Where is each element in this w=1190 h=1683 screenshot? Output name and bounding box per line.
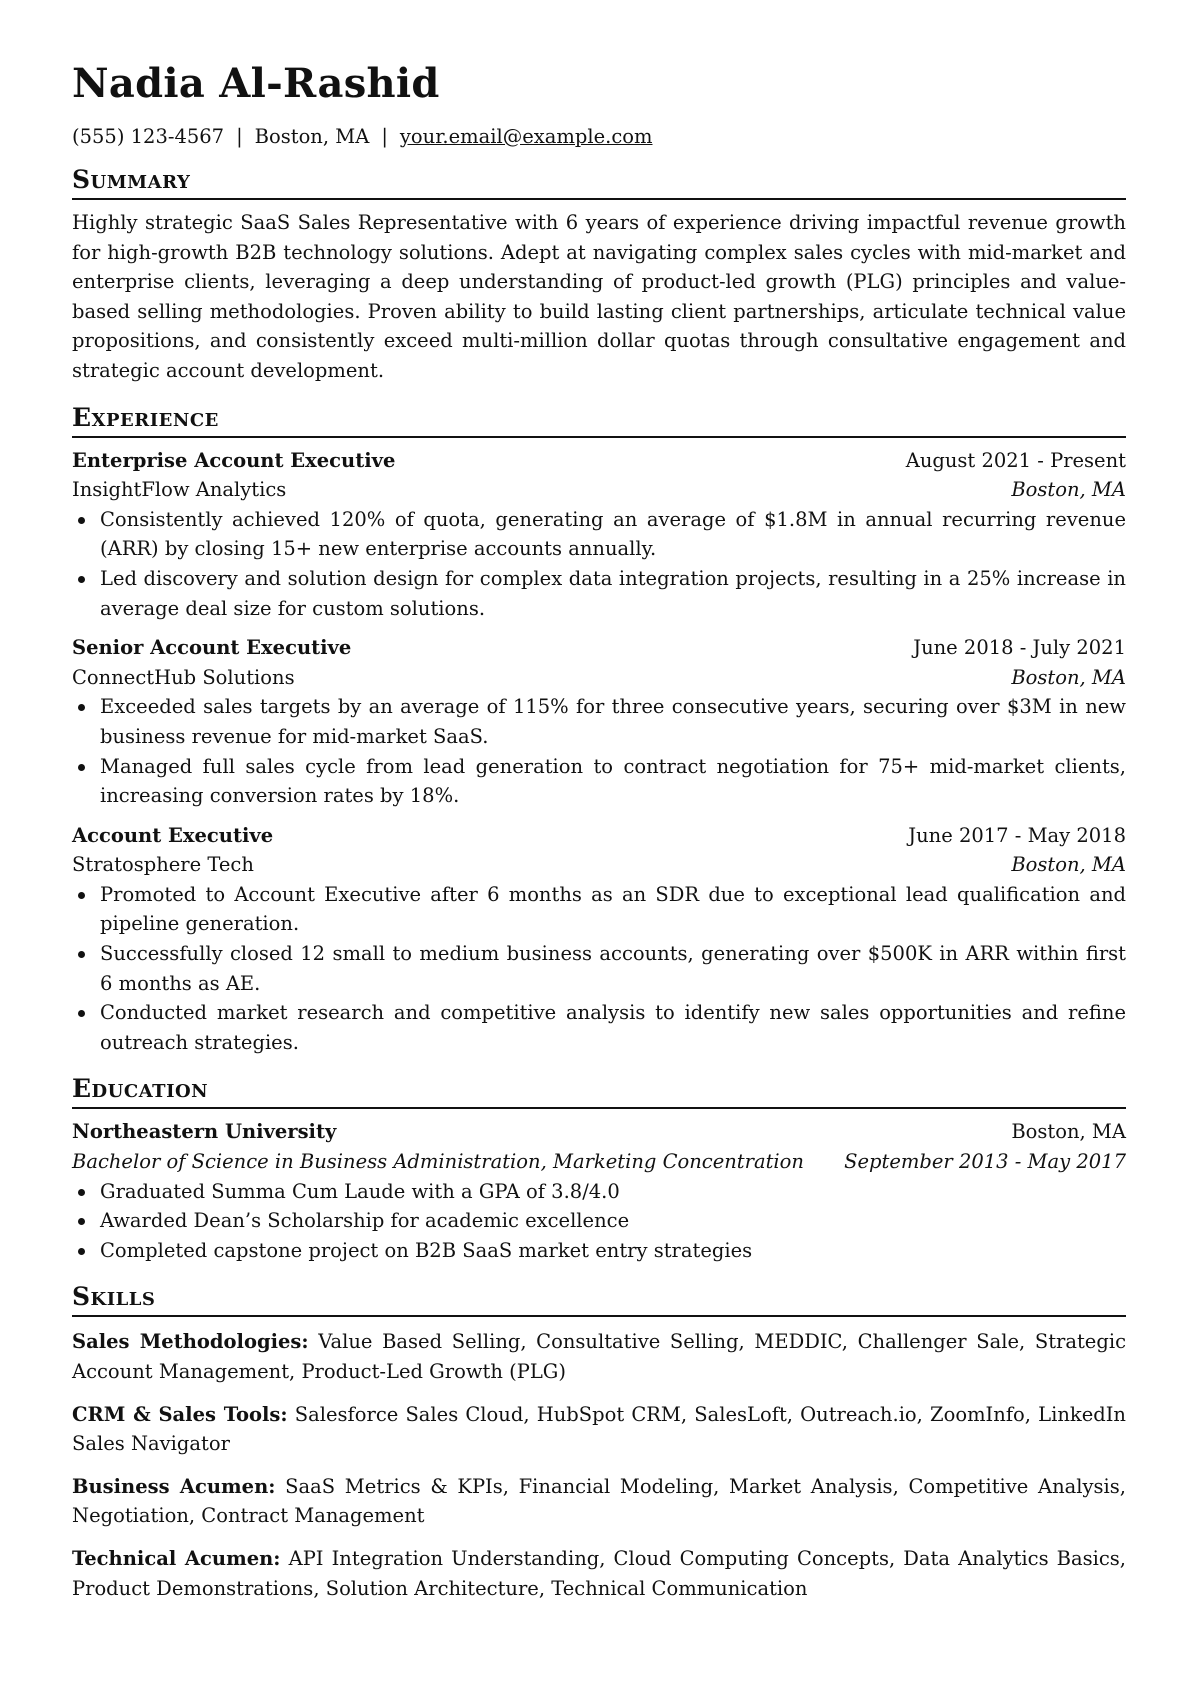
- job-dates: June 2017 - May 2018: [908, 823, 1126, 847]
- bullet-icon: [78, 517, 85, 524]
- job-location: Boston, MA: [1011, 478, 1126, 502]
- job-header-row: [72, 446, 1126, 476]
- job-role: Senior Account Executive: [72, 636, 352, 660]
- bullet-text: Consistently achieved 120% of quota, generating an average of $1.8M in annual recurring revenue (ARR) by closing 15+ new enterprise accounts annually.: [100, 507, 1126, 561]
- phone-number: (555) 123-4567: [72, 125, 225, 148]
- education-entry: [72, 1117, 1126, 1265]
- school-location: Boston, MA: [1011, 1120, 1126, 1144]
- list-item: [72, 880, 1126, 939]
- job-role: Account Executive: [72, 823, 274, 847]
- list-item: [72, 752, 1126, 811]
- skill-label: Technical Acumen:: [72, 1546, 281, 1570]
- experience-heading: Experience: [72, 403, 1126, 438]
- job-location: Boston, MA: [1011, 853, 1126, 877]
- skill-group: [72, 1400, 1126, 1459]
- bullet-text: Exceeded sales targets by an average of 115% for three consecutive years, securing over $3M in new business revenue for mid-market SaaS.: [100, 695, 1126, 748]
- skill-text: API Integration Understanding, Cloud Computing Concepts, Data Analytics Basics, Product Demonstrations, Solution Architecture, Technical Communication: [72, 1546, 1126, 1600]
- bullet-text: Completed capstone project on B2B SaaS market entry strategies: [100, 1238, 753, 1262]
- contact-location: Boston, MA: [254, 125, 370, 148]
- bullet-text: Awarded Dean’s Scholarship for academic excellence: [100, 1209, 630, 1233]
- skill-label: Sales Methodologies:: [72, 1330, 309, 1354]
- skills-heading: Skills: [72, 1282, 1126, 1317]
- job-header-row: [72, 821, 1126, 851]
- bullet-text: Promoted to Account Executive after 6 months as an SDR due to exceptional lead qualification and pipeline generation.: [100, 882, 1126, 936]
- bullet-text: Conducted market research and competitive analysis to identify new sales opportunities and refine outreach strategies.: [100, 1001, 1126, 1054]
- bullet-icon: [78, 892, 85, 899]
- job-company-row: [72, 850, 1126, 880]
- skills-list: [72, 1327, 1126, 1603]
- list-item: [72, 564, 1126, 623]
- job-company: ConnectHub Solutions: [72, 665, 295, 689]
- list-item: [72, 1206, 1126, 1236]
- bullet-text: Led discovery and solution design for complex data integration projects, resulting in a 25% increase in average deal size for custom solutions.: [100, 566, 1126, 620]
- job-company: InsightFlow Analytics: [72, 478, 287, 502]
- summary-heading: Summary: [72, 165, 1126, 200]
- job-company-row: [72, 663, 1126, 693]
- education-degree-row: [72, 1147, 1126, 1177]
- skill-label: Business Acumen:: [72, 1474, 276, 1498]
- job-role: Enterprise Account Executive: [72, 448, 396, 472]
- education-dates: September 2013 - May 2017: [844, 1150, 1126, 1174]
- job-bullets: [72, 692, 1126, 810]
- list-item: [72, 692, 1126, 751]
- contact-separator: |: [381, 125, 388, 148]
- bullet-icon: [78, 1218, 85, 1225]
- resume-content: [72, 60, 1126, 1616]
- bullet-icon: [78, 764, 85, 771]
- summary-text: Highly strategic SaaS Sales Representative with 6 years of experience driving impactful revenue growth for high-growth B2B technology solutions. Adept at navigating complex sales cycles with mid-market and enterprise clients, leveraging a deep understanding of product-led growth (PLG) principles and value-based selling methodologies. Proven ability to build lasting client partnerships, articulate technical value propositions, and consistently exceed multi-million dollar quotas through consultative engagement and strategic account development.: [72, 211, 1126, 382]
- job-bullets: [72, 880, 1126, 1058]
- skill-label: CRM & Sales Tools:: [72, 1402, 288, 1426]
- bullet-text: Managed full sales cycle from lead generation to contract negotiation for 75+ mid-market clients, increasing conversion rates by 18%.: [100, 754, 1126, 808]
- list-item: [72, 1177, 1126, 1207]
- bullet-icon: [78, 704, 85, 711]
- bullet-icon: [78, 1248, 85, 1255]
- job-header-row: [72, 633, 1126, 663]
- contact-line: [72, 122, 1126, 152]
- list-item: [72, 1236, 1126, 1266]
- skill-text: SaaS Metrics & KPIs, Financial Modeling, Market Analysis, Competitive Analysis, Negotiation, Contract Management: [72, 1474, 1126, 1528]
- list-item: [72, 998, 1126, 1057]
- education-heading: Education: [72, 1074, 1126, 1109]
- bullet-icon: [78, 951, 85, 958]
- job-company: Stratosphere Tech: [72, 853, 254, 877]
- candidate-name: Nadia Al-Rashid: [72, 60, 440, 107]
- skill-group: [72, 1472, 1126, 1531]
- job-entry: [72, 633, 1126, 811]
- school-name: Northeastern University: [72, 1120, 337, 1144]
- job-dates: August 2021 - Present: [905, 448, 1126, 472]
- skill-text: Salesforce Sales Cloud, HubSpot CRM, SalesLoft, Outreach.io, ZoomInfo, LinkedIn Sales Navigator: [72, 1402, 1126, 1456]
- bullet-text: Successfully closed 12 small to medium business accounts, generating over $500K in ARR within first 6 months as AE.: [100, 942, 1126, 995]
- education-header-row: [72, 1117, 1126, 1147]
- job-company-row: [72, 475, 1126, 505]
- skill-group: [72, 1544, 1126, 1603]
- job-dates: June 2018 - July 2021: [913, 636, 1126, 660]
- list-item: [72, 939, 1126, 998]
- job-entry: [72, 821, 1126, 1058]
- skill-text: Value Based Selling, Consultative Selling, MEDDIC, Challenger Sale, Strategic Account Management, Product-Led Growth (PLG): [72, 1330, 1126, 1383]
- bullet-icon: [78, 1010, 85, 1017]
- contact-separator: |: [236, 125, 243, 148]
- job-location: Boston, MA: [1011, 665, 1126, 689]
- bullet-icon: [78, 576, 85, 583]
- degree-name: Bachelor of Science in Business Administration, Marketing Concentration: [72, 1150, 804, 1174]
- bullet-text: Graduated Summa Cum Laude with a GPA of 3.8/4.0: [100, 1179, 620, 1203]
- education-bullets: [72, 1177, 1126, 1266]
- job-entry: [72, 446, 1126, 624]
- bullet-icon: [78, 1189, 85, 1196]
- job-bullets: [72, 505, 1126, 623]
- skill-group: [72, 1327, 1126, 1386]
- email-link[interactable]: your.email@example.com: [399, 125, 653, 148]
- list-item: [72, 505, 1126, 564]
